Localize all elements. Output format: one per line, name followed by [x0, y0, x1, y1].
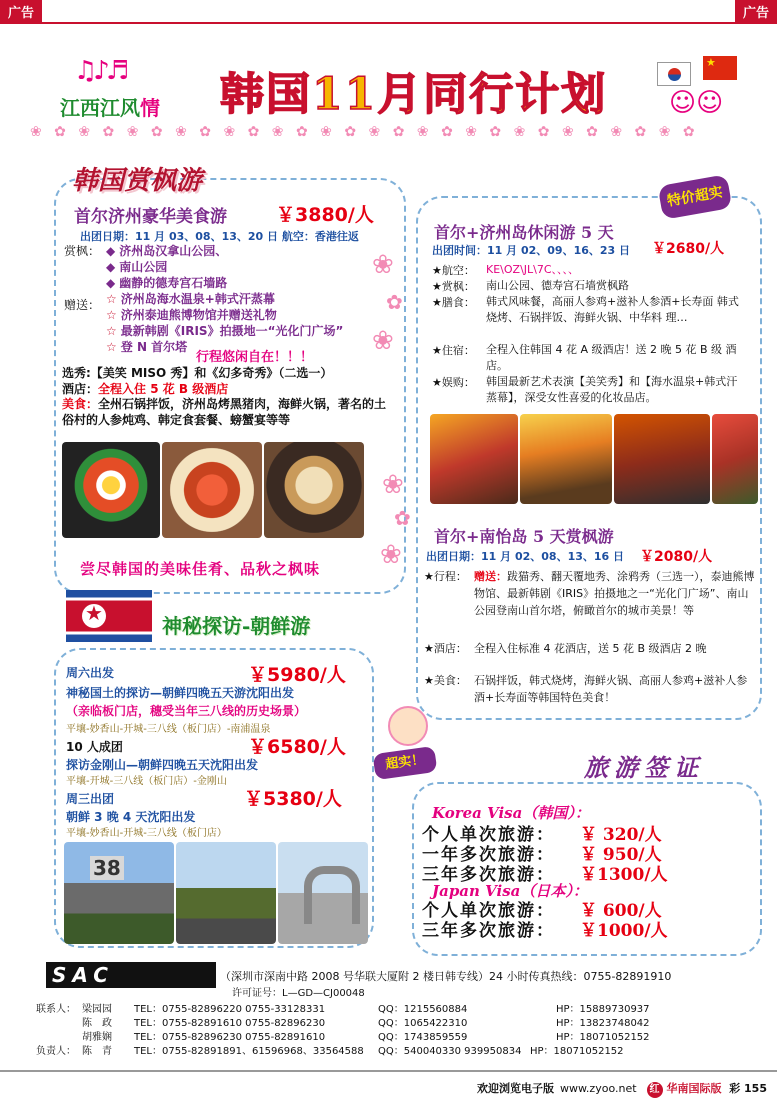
row-text: 全程入住标准 4 花酒店，送 5 花 B 级酒店 2 晚	[474, 642, 707, 655]
agency-address: （深圳市深南中路 2008 号华联大厦附 2 楼日韩专线）24 小时传真热线：0755-82891910	[220, 970, 672, 983]
nami-tour-title: 首尔+南怡岛 5 天赏枫游	[434, 527, 614, 546]
nami-tour-departure: 出团日期：11 月 02、08、13、16 日	[426, 550, 625, 563]
nami-tour-price: ￥2080/人	[640, 549, 713, 565]
nk-tour1-route: 平壤-妙香山-开城-三八线（板门店）-南浦温泉	[66, 724, 271, 735]
publication-footer: 欢迎浏览电子版 www.zyoo.net 红 华南国际版 彩 155	[477, 1080, 767, 1098]
contact-qq: QQ：1743859559	[378, 1032, 468, 1043]
diamond-bullet-icon: ◆	[106, 244, 116, 258]
row-label: ★航空：	[432, 264, 475, 277]
gift-item: ☆ 济州岛海水温泉+韩式汗蒸幕	[106, 292, 275, 306]
row-label: ★住宿：	[432, 344, 475, 357]
contact-hp: HP：15889730937	[556, 1004, 650, 1015]
contact-qq: QQ：1065422310	[378, 1018, 468, 1029]
show-choice: 选秀:【美笑 MISO 秀】和《幻多奇秀》（二选一）	[62, 366, 333, 380]
row-text: 全程入住韩国 4 花 A 级酒店！送 2 晚 5 花 B 级 酒店。	[486, 343, 737, 372]
row-text: 赠送：跋猫秀、翻天覆地秀、涂鸦秀（三选一），泰迪熊博物馆、最新韩剧《IRIS》拍摄地之一“光化门广场”、南山公园登南山首尔塔，俯瞰首尔的城市美景！等	[474, 570, 755, 617]
contact-tel: TEL：0755-82896230 0755-82891610	[134, 1032, 326, 1043]
nk-tour1-price: ￥5980/人	[248, 664, 346, 686]
row-text: 韩式风味餐，高丽人参鸡+滋补人参酒+长寿面 韩式烧烤、石锅拌饭、海鲜火锅、中华料 理…	[486, 295, 739, 324]
contact-tel: TEL：0755-82891891、61596968、33564588	[134, 1046, 364, 1057]
star-bullet-icon: ☆	[106, 308, 117, 322]
visa-row: 三年多次旅游： ￥1000/人	[422, 921, 668, 941]
row-label: ★赏枫：	[432, 280, 475, 293]
top-rule	[0, 22, 777, 24]
nk-tour3-price: ￥5380/人	[244, 788, 342, 810]
nk-tour1-note: （亲临板门店，穗受当年三八线的历史场景）	[66, 704, 307, 718]
ginseng-chicken-photo	[264, 442, 364, 538]
row-label: ★酒店：	[424, 642, 467, 655]
statue-photo	[176, 842, 276, 944]
sightseeing-item: ◆ 幽静的德寿宫石墙路	[106, 276, 228, 290]
visa-row: 一年多次旅游： ￥ 950/人	[422, 845, 662, 865]
row-label: ★膳食：	[432, 296, 475, 309]
nk-tour3-route: 平壤-妙香山-开城-三八线（板门店）	[66, 828, 227, 839]
star-bullet-icon: ☆	[106, 292, 117, 306]
page-title: 韩国11月同行计划	[220, 69, 608, 120]
contact-qq: QQ：1215560884	[378, 1004, 468, 1015]
jeju-tour-title: 首尔+济州岛休闲游 5 天	[434, 223, 614, 242]
contact-hp: HP：13823748042	[556, 1018, 650, 1029]
flower-icon: ❀	[372, 326, 394, 356]
flower-icon: ✿	[394, 506, 411, 530]
agency-logo	[60, 56, 180, 120]
japan-visa-header: Japan Visa（日本）：	[432, 882, 588, 900]
flags-illustration	[653, 54, 739, 124]
children-icon: ☺☺	[669, 88, 724, 118]
star-bullet-icon: ☆	[106, 340, 117, 354]
sac-logo: SAC	[46, 962, 216, 988]
china-flag-icon: ★	[703, 56, 737, 80]
contact-name: 陈 青	[82, 1046, 112, 1057]
row-text: 韩国最新艺术表演【美笑秀】和【海水温泉+韩式汗蒸幕】，深受女性喜爱的化妆品店。	[486, 375, 738, 404]
food-info: 美食：全州石锅拌饭，济州岛烤黑猪肉，海鲜火锅，著名的土俗村的人参炖鸡、韩定食套餐、螃蟹宴等等	[62, 397, 387, 427]
nk-tour3-when: 周三出团	[66, 792, 115, 806]
flower-icon: ❀	[382, 470, 404, 500]
contact-name: 陈 政	[82, 1018, 112, 1029]
gift-label: 赠送：	[64, 298, 101, 312]
ad-tag-left: 广告	[0, 0, 42, 22]
tour-price: ￥3880/人	[276, 204, 374, 226]
korea-flag-icon	[657, 62, 691, 86]
row-text: 南山公园、德寿宫石墙赏枫路	[486, 279, 629, 292]
tour-title: 首尔济州豪华美食游	[74, 207, 227, 227]
footer-rule	[0, 1070, 777, 1072]
hotel-info: 酒店：全程入住 5 花 B 级酒店	[62, 382, 229, 396]
ad-tag-right: 广告	[735, 0, 777, 22]
row-text: 石锅拌饭，韩式烧烤，海鲜火锅、高丽人参鸡+滋补人参酒+长寿面等韩国特色美食！	[474, 674, 748, 704]
nk-tour3-name: 朝鲜 3 晚 4 天沈阳出发	[66, 810, 196, 824]
girl-face-icon	[388, 706, 428, 746]
brand-circle-icon: 红	[647, 1082, 663, 1098]
special-offer-badge: 特价超实	[658, 174, 733, 220]
nk-tour2-price: ￥6580/人	[248, 736, 346, 758]
diamond-bullet-icon: ◆	[106, 276, 116, 290]
bibimbap-photo	[62, 442, 160, 538]
flower-divider: ❀ ✿ ❀ ✿ ❀ ✿ ❀ ✿ ❀ ✿ ❀ ✿ ❀ ✿ ❀ ✿ ❀ ✿ ❀ ✿ ❀ ✿ ❀ ✿ ❀ ✿ ❀ ✿	[30, 124, 699, 140]
contact-role: 负责人：	[36, 1046, 76, 1057]
gift-item: ☆ 登 N 首尔塔	[106, 340, 188, 354]
tour-motto: 行程悠闲自在！！！	[196, 350, 314, 365]
contact-role: 联系人：	[36, 1004, 76, 1015]
hot-deal-badge: 超实！	[374, 706, 438, 776]
visa-row: 个人单次旅游： ￥ 320/人	[422, 825, 662, 845]
food-slogan: 尝尽韩国的美味佳肴、品秋之枫味	[80, 560, 321, 578]
visa-section-title: 旅游签证	[584, 753, 704, 782]
flower-icon: ❀	[380, 540, 402, 570]
row-label: ★娱购：	[432, 376, 475, 389]
visa-row: 个人单次旅游： ￥ 600/人	[422, 901, 662, 921]
gift-item: ☆ 济州泰迪熊博物馆并赠送礼物	[106, 308, 277, 322]
logo-text: 江西江风情	[60, 96, 160, 120]
gift-item: ☆ 最新韩剧《IRIS》拍摄地一“光化门广场”	[106, 324, 344, 338]
nk-tour2-name: 探访金刚山—朝鲜四晚五天沈阳出发	[66, 758, 259, 772]
crab-photo	[162, 442, 262, 538]
jeju-tour-price: ￥2680/人	[652, 241, 725, 257]
jeju-tour-departure: 出团时间：11 月 02、09、16、23 日	[432, 244, 631, 257]
sightseeing-item: ◆ 济州岛汉拿山公园、	[106, 244, 228, 258]
sightseeing-item: ◆ 南山公园	[106, 260, 168, 274]
demarcation-monument-photo: 38	[64, 842, 174, 944]
korea-maple-section-title: 韩国赏枫游	[72, 166, 203, 196]
music-notes-icon: ♫♪♬	[74, 56, 126, 86]
contact-name: 胡雅娴	[82, 1032, 112, 1043]
arch-of-triumph-photo	[278, 842, 368, 944]
maple-photo	[430, 414, 518, 504]
contact-name: 梁园园	[82, 1004, 112, 1015]
row-label: ★美食：	[424, 674, 467, 687]
maple-photo	[520, 414, 612, 504]
contact-qq: QQ：540040330 939950834	[378, 1046, 522, 1057]
contact-tel: TEL：0755-82891610 0755-82896230	[134, 1018, 326, 1029]
row-text: KE\OZ\JL\7C、、、、	[486, 263, 580, 276]
north-korea-section-title: 神秘探访-朝鲜游	[162, 614, 311, 638]
tour-departure: 出团日期：11 月 03、08、13、20 日 航空：香港往返	[80, 230, 359, 243]
license-number: 许可证号：L—GD—CJ00048	[232, 988, 365, 999]
north-korea-flag-icon	[66, 590, 152, 642]
nk-tour2-route: 平壤-开城-三八线（板门店）-金刚山	[66, 776, 227, 787]
nk-tour1-when: 周六出发	[66, 666, 115, 680]
maple-photo	[712, 414, 758, 504]
website-link[interactable]: www.zyoo.net	[559, 1082, 637, 1095]
contact-tel: TEL：0755-82896220 0755-33128331	[134, 1004, 326, 1015]
korea-visa-header: Korea Visa（韩国）：	[432, 804, 590, 822]
row-label: ★行程：	[424, 570, 467, 583]
sightseeing-label: 赏枫：	[64, 244, 101, 258]
maple-photo	[614, 414, 710, 504]
visa-row: 三年多次旅游： ￥1300/人	[422, 865, 668, 885]
nk-tour2-when: 10 人成团	[66, 740, 123, 754]
nk-tour1-name: 神秘国土的探访—朝鲜四晚五天游沈阳出发	[66, 686, 295, 700]
flower-icon: ✿	[386, 290, 403, 314]
contact-hp: HP：18071052152	[556, 1032, 650, 1043]
diamond-bullet-icon: ◆	[106, 260, 116, 274]
star-bullet-icon: ☆	[106, 324, 117, 338]
contact-hp: HP：18071052152	[530, 1046, 624, 1057]
flower-icon: ❀	[372, 250, 394, 280]
